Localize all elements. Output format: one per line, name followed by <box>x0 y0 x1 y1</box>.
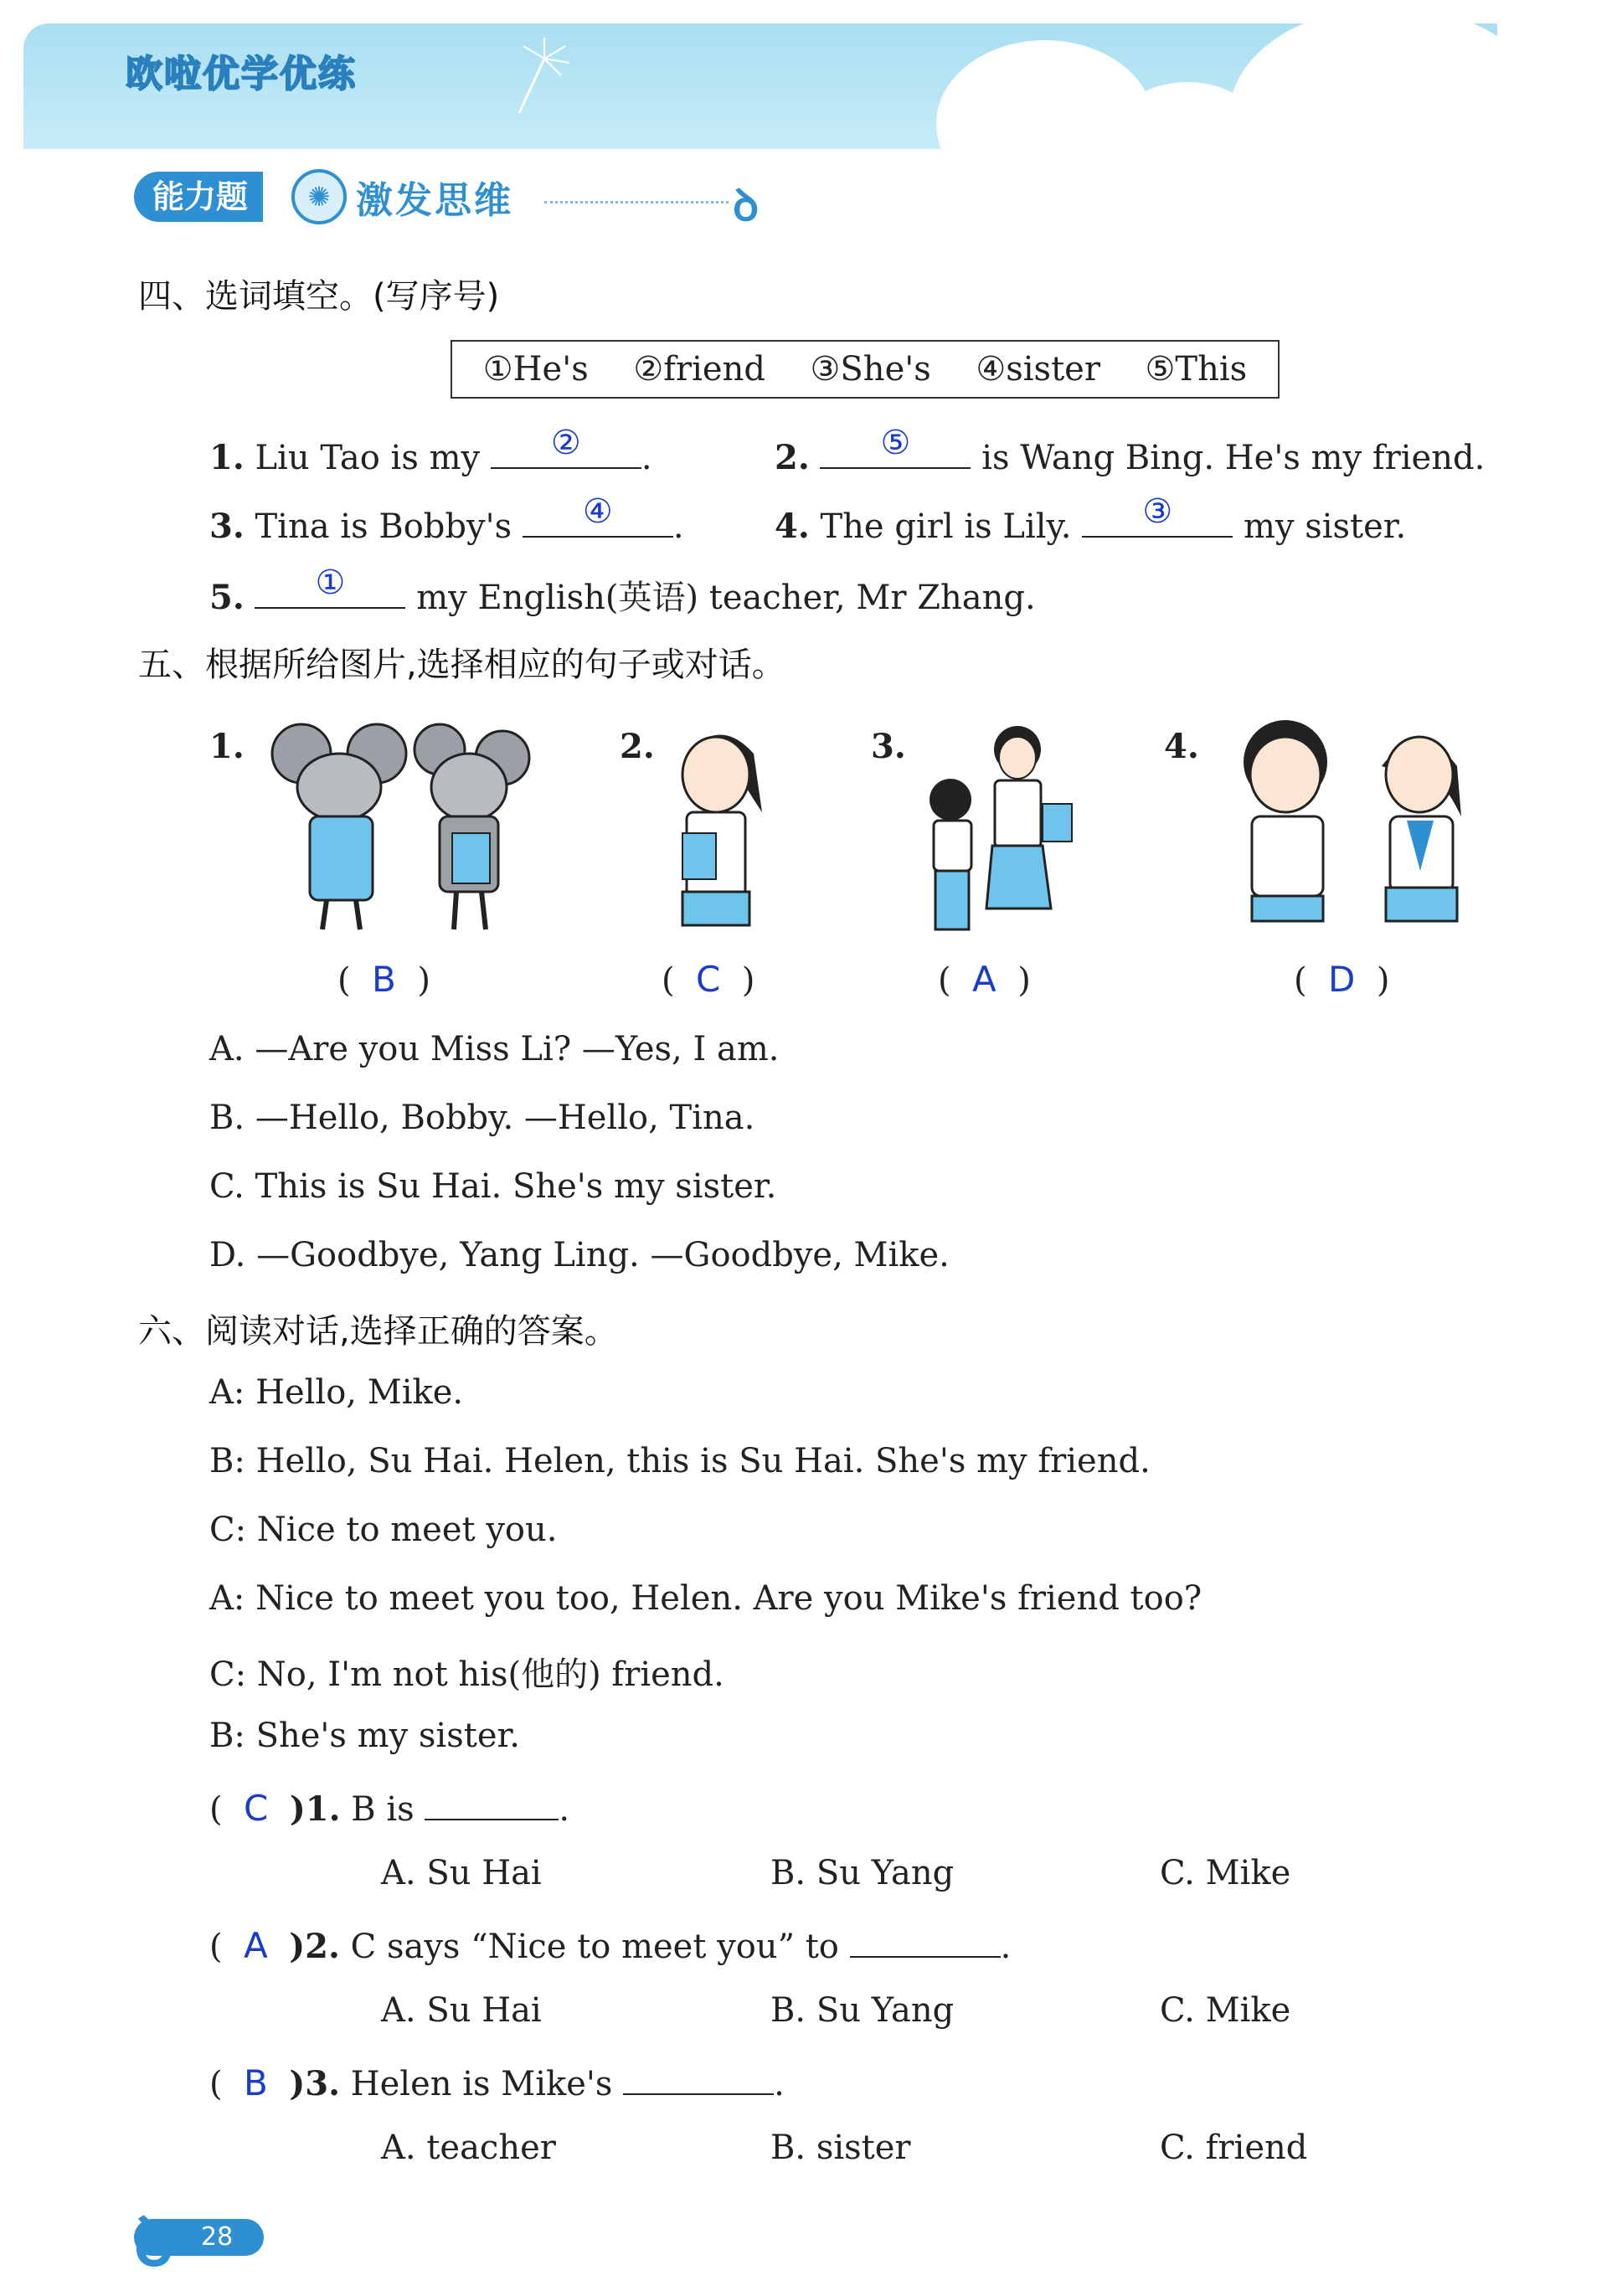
part4-question-1: 1. Liu Tao is my ② . <box>209 424 652 477</box>
boy-and-girl-illustration <box>1214 716 1491 942</box>
choice-c[interactable]: C. Mike <box>1160 1991 1291 2030</box>
option-c: C. This is Su Hai. She's my sister. <box>209 1167 777 1206</box>
dialogue-line: B: Hello, Su Hai. Helen, this is Su Hai. She's my friend. <box>209 1442 1151 1480</box>
option-d: D. —Goodbye, Yang Ling. —Goodbye, Mike. <box>209 1236 950 1274</box>
word-bank <box>451 340 1280 399</box>
dialogue-line: A: Nice to meet you too, Helen. Are you Mike's friend too? <box>209 1579 1202 1618</box>
choice-b[interactable]: B. sister <box>770 2129 911 2167</box>
answer-blank[interactable]: ⑤ <box>820 434 971 469</box>
answer-blank[interactable]: ④ <box>523 502 673 538</box>
answer-choice: B <box>372 959 396 1000</box>
mc-question-2: ( A )2. C says “Nice to meet you” to . <box>209 1923 1011 1966</box>
section-subtitle: 激发思维 <box>356 179 513 222</box>
part4-question-4: 4. The girl is Lily. ③ my sister. <box>775 492 1407 546</box>
answer-choice: C <box>696 959 721 1000</box>
answer-blank[interactable] <box>623 2060 774 2095</box>
brain-icon: ✺ <box>291 169 347 224</box>
choice-b[interactable]: B. Su Yang <box>770 1854 955 1892</box>
dandelion-icon <box>502 33 586 117</box>
part4-question-2: 2. ⑤ is Wang Bing. He's my friend. <box>775 424 1486 477</box>
option-a: A. —Are you Miss Li? —Yes, I am. <box>209 1030 780 1068</box>
choice-c[interactable]: C. Mike <box>1160 1854 1291 1892</box>
answer-slot[interactable]: ( C ) <box>662 959 755 1000</box>
swirl-icon: ꝺ <box>134 2203 174 2281</box>
mc-question-1: ( C )1. B is . <box>209 1785 569 1829</box>
word-bank-item: ③She's <box>810 350 931 389</box>
brand-title: 欧啦优学优练 <box>126 53 357 95</box>
choice-a[interactable]: A. Su Hai <box>381 1854 542 1892</box>
answer-slot[interactable]: ( B ) <box>337 959 430 1000</box>
choice-a[interactable]: A. Su Hai <box>381 1991 542 2030</box>
answer-slot[interactable]: ( D ) <box>1294 959 1390 1000</box>
word-bank-item: ④sister <box>976 350 1100 389</box>
part4-question-3: 3. Tina is Bobby's ④ . <box>209 492 684 546</box>
answer-choice: C <box>244 1788 269 1829</box>
dialogue-line: B: She's my sister. <box>209 1717 520 1755</box>
answer-blank[interactable]: ③ <box>1082 502 1233 538</box>
word-bank-item: ⑤This <box>1145 350 1248 389</box>
choice-b[interactable]: B. Su Yang <box>770 1991 955 2030</box>
page-number: 28 <box>134 2219 264 2256</box>
picture-number: 2. <box>620 727 655 766</box>
option-b: B. —Hello, Bobby. —Hello, Tina. <box>209 1099 755 1137</box>
picture-number: 3. <box>871 727 906 766</box>
answer-slot[interactable]: ( A ) <box>938 959 1031 1000</box>
word-bank-item: ①He's <box>482 350 589 389</box>
dialogue-line: C: Nice to meet you. <box>209 1511 558 1549</box>
mice-illustration <box>260 716 536 942</box>
part4-heading: 四、选词填空。(写序号) <box>138 277 500 316</box>
part6-heading: 六、阅读对话,选择正确的答案。 <box>138 1312 618 1351</box>
girl-with-book-illustration <box>653 720 787 942</box>
teacher-and-student-illustration <box>913 720 1080 942</box>
choice-a[interactable]: A. teacher <box>381 2129 556 2167</box>
picture-number: 4. <box>1164 727 1199 766</box>
dialogue-line: C: No, I'm not his(他的) friend. <box>209 1655 724 1694</box>
answer-blank[interactable]: ① <box>255 574 405 609</box>
word-bank-item: ②friend <box>633 350 765 389</box>
section-tag: 能力题 <box>134 172 263 222</box>
swirl-icon: ꝺ <box>733 181 760 231</box>
picture-number: 1. <box>209 727 245 766</box>
answer-choice: B <box>244 2062 268 2103</box>
part4-question-5: 5. ① my English(英语) teacher, Mr Zhang. <box>209 564 1036 617</box>
section-divider <box>544 201 729 203</box>
answer-blank[interactable] <box>850 1923 1001 1958</box>
dialogue-line: A: Hello, Mike. <box>209 1373 464 1412</box>
mc-question-3: ( B )3. Helen is Mike's . <box>209 2060 785 2103</box>
answer-choice: A <box>244 1925 268 1966</box>
part5-heading: 五、根据所给图片,选择相应的句子或对话。 <box>138 646 785 684</box>
answer-blank[interactable] <box>425 1785 559 1820</box>
choice-c[interactable]: C. friend <box>1160 2129 1308 2167</box>
answer-choice: D <box>1328 959 1356 1000</box>
answer-blank[interactable]: ② <box>491 434 641 469</box>
answer-choice: A <box>972 959 996 1000</box>
